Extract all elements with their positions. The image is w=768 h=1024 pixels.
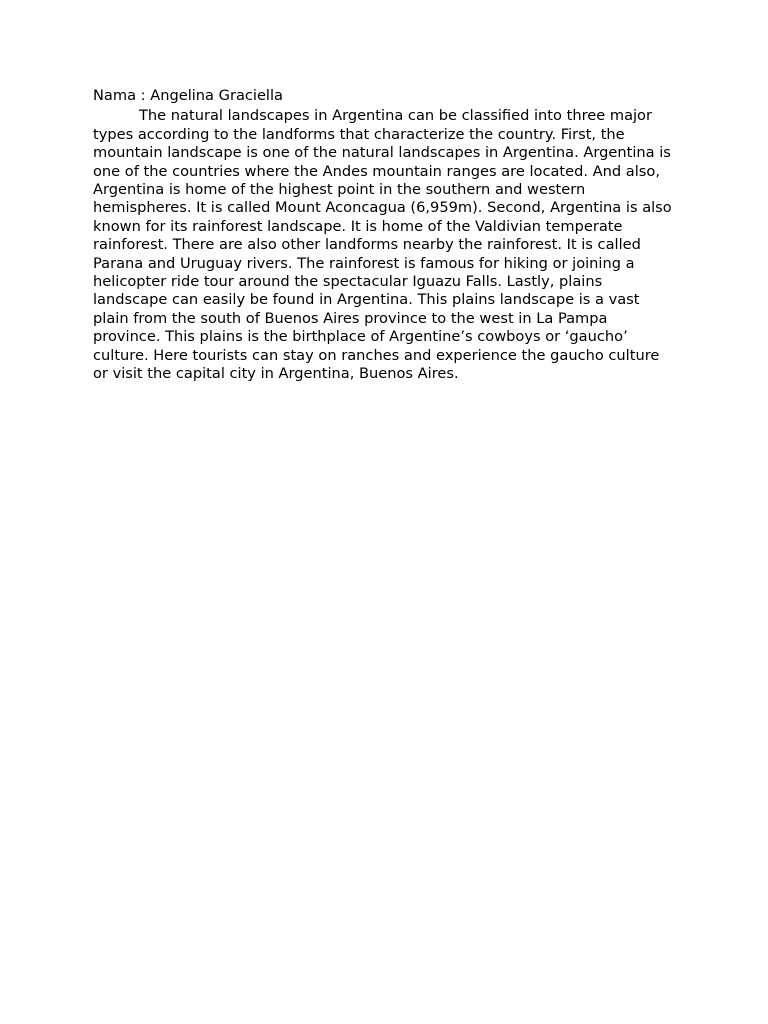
body-paragraph: The natural landscapes in Argentina can be classified into three major types according to the landforms that characterize the country. First, the mountain landscape is one of the natural landscapes in Argentina. Argentina is one of the countries where the Andes mountain ranges are located. And also, Argentina is home of the highest point in the southern and western hemispheres. It is called Mount Aconcagua (6,959m). Second, Argentina is also known for its rainforest landscape. It is home of the Valdivian temperate rainforest. There are also other landforms nearby the rainforest. It is called Parana and Uruguay rivers. The rainforest is famous for hiking or joining a helicopter ride tour around the spectacular Iguazu Falls. Lastly, plains landscape can easily be found in Argentina. This plains landscape is a vast plain from the south of Buenos Aires province to the west in La Pampa province. This plains is the birthplace of Argentine’s cowboys or ‘gaucho’ culture. Here tourists can stay on ranches and experience the gaucho culture or visit the capital city in Argentina, Buenos Aires.: [93, 107, 672, 383]
document-body: [93, 87, 678, 384]
name-line: Nama : Angelina Graciella: [93, 87, 283, 104]
